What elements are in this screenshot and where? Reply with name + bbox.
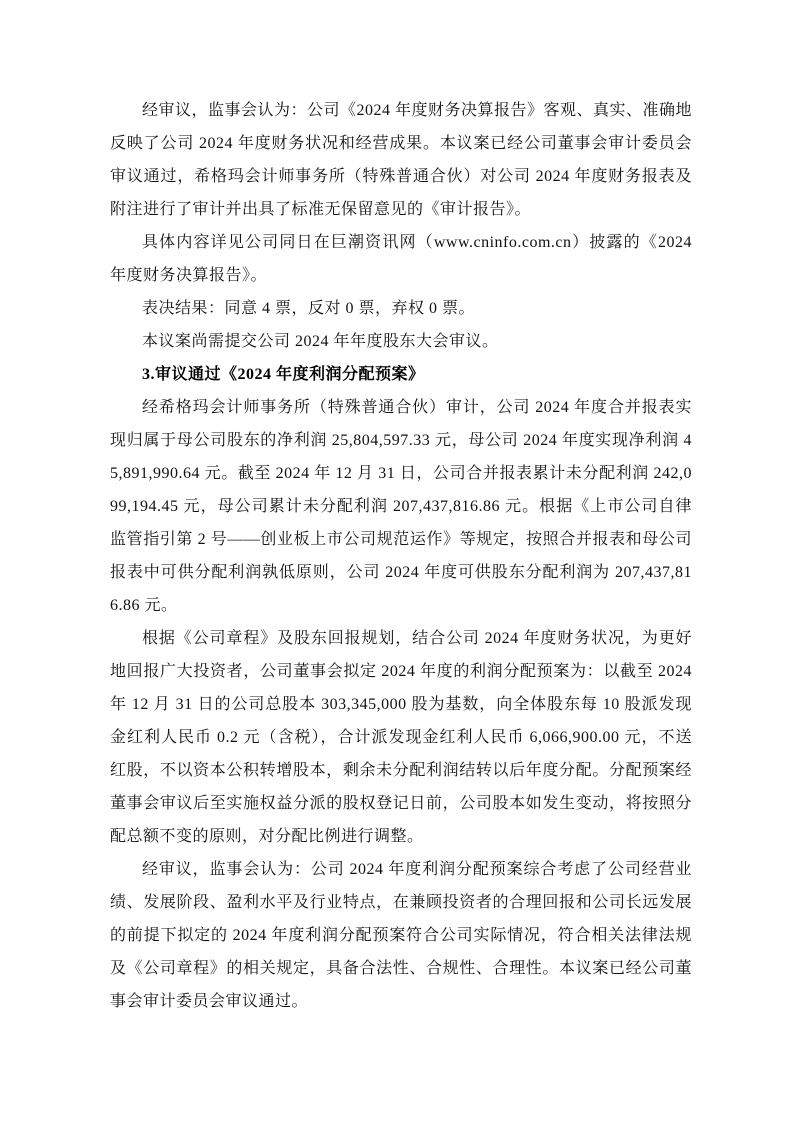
para-vote-result: 表决结果：同意 4 票，反对 0 票，弃权 0 票。	[142, 300, 476, 317]
para-supervisory-board-opinion: 经审议，监事会认为：公司 2024 年度利润分配预案综合考虑了公司经营业绩、发展阶段、盈利水平及行业特点，在兼顾投资者的合理回报和公司长远发展的前提下拟定的 2024 年度利润分配预案符合公司实际情况，符合相关法律法规及《公司章程》的相关规定，具备合法性、合规性、合理性。本议案已经公司董事会审计委员会审议通过。	[110, 861, 692, 1010]
heading-item-3-profit-distribution: 3.审议通过《2024 年度利润分配预案》	[142, 366, 425, 383]
para-distribution-plan-details: 根据《公司章程》及股东回报规划，结合公司 2024 年度财务状况，为更好地回报广大投资者，公司董事会拟定 2024 年度的利润分配预案为：以截至 2024 年 12 月 31 日的公司总股本 303,345,000 股为基数，向全体股东每 10 股派发现金红利人民币 0.2 元（含税），合计派发现金红利人民币 6,066,900.00 元，不送红股，不以资本公积转增股本，剩余未分配利润结转以后年度分配。分配预案经董事会审议后至实施权益分派的股权登记日前，公司股本如发生变动，将按照分配总额不变的原则，对分配比例进行调整。	[110, 630, 692, 845]
para-disclosure-website: 具体内容详见公司同日在巨潮资讯网（www.cninfo.com.cn）披露的《2024年度财务决算报告》。	[110, 234, 692, 284]
para-profit-figures: 经希格玛会计师事务所（特殊普通合伙）审计，公司 2024 年度合并报表实现归属于母公司股东的净利润 25,804,597.33 元，母公司 2024 年度实现净利润 45,891,990.64 元。截至 2024 年 12 月 31 日，公司合并报表累计未分配利润 242,099,194.45 元，母公司累计未分配利润 207,437,816.86 元。根据《上市公司自律监管指引第 2 号——创业板上市公司规范运作》等规定，按照合并报表和母公司报表中可供分配利润孰低原则，公司 2024 年度可供股东分配利润为 207,437,816.86 元。	[110, 399, 692, 614]
para-financial-report-audit-opinion: 经审议，监事会认为：公司《2024 年度财务决算报告》客观、真实、准确地反映了公司 2024 年度财务状况和经营成果。本议案已经公司董事会审计委员会审议通过，希格玛会计师事务所（特殊普通合伙）对公司 2024 年度财务报表及附注进行了审计并出具了标准无保留意见的《审计报告》。	[110, 102, 693, 218]
para-submit-to-agm: 本议案尚需提交公司 2024 年年度股东大会审议。	[142, 333, 499, 350]
